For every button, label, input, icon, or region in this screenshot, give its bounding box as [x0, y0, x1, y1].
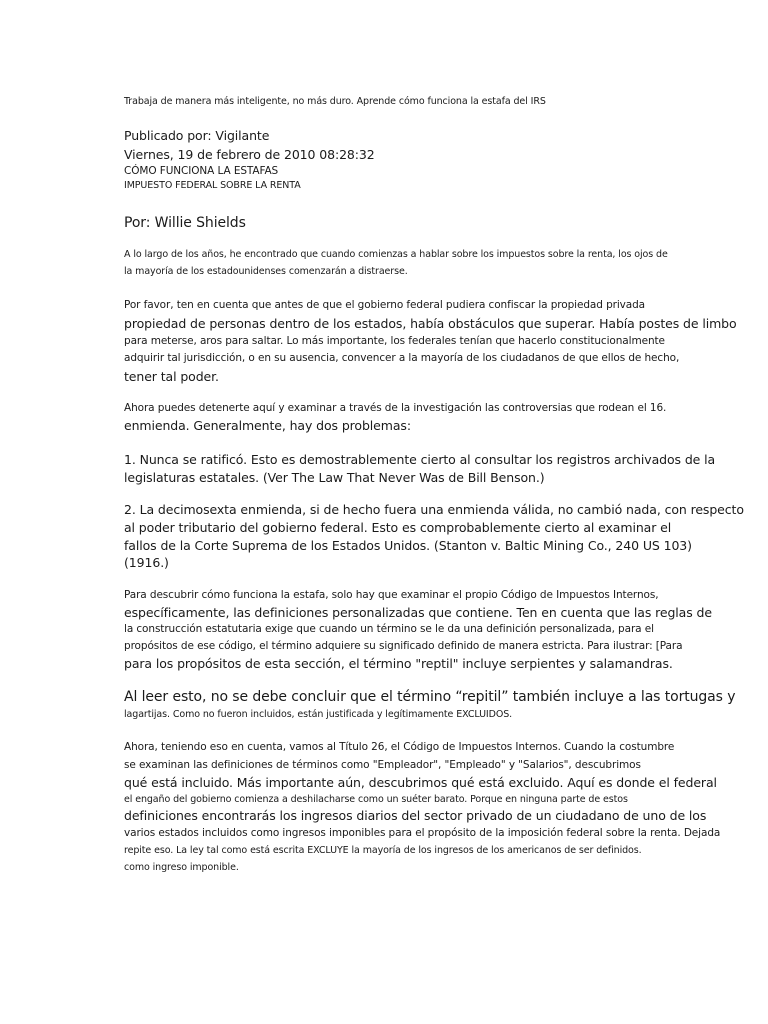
paragraph-line: qué está incluido. Más importante aún, descubrimos qué está excluido. Aquí es donde el federal [124, 775, 717, 790]
paragraph-line: 1. Nunca se ratificó. Esto es demostrablemente cierto al consultar los registros archivados de la [124, 452, 716, 467]
paragraph-line: fallos de la Corte Suprema de los Estados Unidos. (Stanton v. Baltic Mining Co., 240 US 103) [124, 538, 692, 553]
paragraph-line: para meterse, aros para saltar. Lo más importante, los federales tenían que hacerlo constitucionalmente [124, 335, 665, 347]
paragraph-line: lagartijas. Como no fueron incluidos, están justificada y legítimamente EXCLUIDOS. [124, 709, 513, 720]
paragraph-line: adquirir tal jurisdicción, o en su ausencia, convencer a la mayoría de los ciudadanos de que ellos de hecho, [124, 352, 680, 364]
header-line: Trabaja de manera más inteligente, no más duro. Aprende cómo funciona la estafa del IRS [124, 96, 546, 107]
paragraph-line: repite eso. La ley tal como está escrita EXCLUYE la mayoría de los ingresos de los americanos de ser definidos. [124, 845, 642, 856]
paragraph-line: el engaño del gobierno comienza a deshilacharse como un suéter barato. Porque en ninguna parte de estos [124, 794, 628, 805]
paragraph-line: definiciones encontrarás los ingresos diarios del sector privado de un ciudadano de uno de los [124, 808, 707, 823]
post-subheading: IMPUESTO FEDERAL SOBRE LA RENTA [124, 180, 301, 191]
paragraph-line: A lo largo de los años, he encontrado que cuando comienzas a hablar sobre los impuestos sobre la renta, los ojos de [124, 249, 668, 260]
paragraph-line: propiedad de personas dentro de los estados, había obstáculos que superar. Había postes de limbo [124, 316, 737, 331]
paragraph-line: Al leer esto, no se debe concluir que el término “repitil” también incluye a las tortugas y [124, 689, 736, 705]
paragraph-line: la construcción estatutaria exige que cuando un término se le da una definición personalizada, para el [124, 623, 654, 635]
paragraph-line: como ingreso imponible. [124, 862, 239, 873]
paragraph-line: Por favor, ten en cuenta que antes de que el gobierno federal pudiera confiscar la propiedad privada [124, 299, 646, 311]
paragraph-line: tener tal poder. [124, 369, 219, 384]
paragraph-line: se examinan las definiciones de términos como "Empleador", "Empleado" y "Salarios", descubrimos [124, 759, 641, 771]
paragraph-line: Para descubrir cómo funciona la estafa, solo hay que examinar el propio Código de Impuestos Internos, [124, 589, 659, 601]
paragraph-line: 2. La decimosexta enmienda, si de hecho fuera una enmienda válida, no cambió nada, con respecto [124, 502, 744, 517]
paragraph-line: al poder tributario del gobierno federal. Esto es comprobablemente cierto al examinar el [124, 520, 672, 535]
post-heading: CÓMO FUNCIONA LA ESTAFAS [124, 165, 279, 177]
paragraph-line: para los propósitos de esta sección, el término "reptil" incluye serpientes y salamandras. [124, 656, 673, 671]
paragraph-line: propósitos de ese código, el término adquiere su significado definido de manera estricta. Para ilustrar: [Para [124, 640, 683, 652]
paragraph-line: específicamente, las definiciones personalizadas que contiene. Ten en cuenta que las reglas de [124, 605, 712, 620]
published-by: Publicado por: Vigilante [124, 128, 270, 143]
post-date: Viernes, 19 de febrero de 2010 08:28:32 [124, 147, 375, 162]
paragraph-line: varios estados incluidos como ingresos imponibles para el propósito de la imposición federal sobre la renta. Dejada [124, 827, 721, 839]
paragraph-line: Ahora puedes detenerte aquí y examinar a través de la investigación las controversias que rodean el 16. [124, 402, 667, 414]
paragraph-line: (1916.) [124, 555, 169, 570]
author-line: Por: Willie Shields [124, 215, 246, 231]
paragraph-line: la mayoría de los estadounidenses comenzarán a distraerse. [124, 266, 408, 277]
paragraph-line: enmienda. Generalmente, hay dos problemas: [124, 418, 411, 433]
paragraph-line: Ahora, teniendo eso en cuenta, vamos al Título 26, el Código de Impuestos Internos. Cuando la costumbre [124, 741, 675, 753]
paragraph-line: legislaturas estatales. (Ver The Law That Never Was de Bill Benson.) [124, 470, 545, 485]
